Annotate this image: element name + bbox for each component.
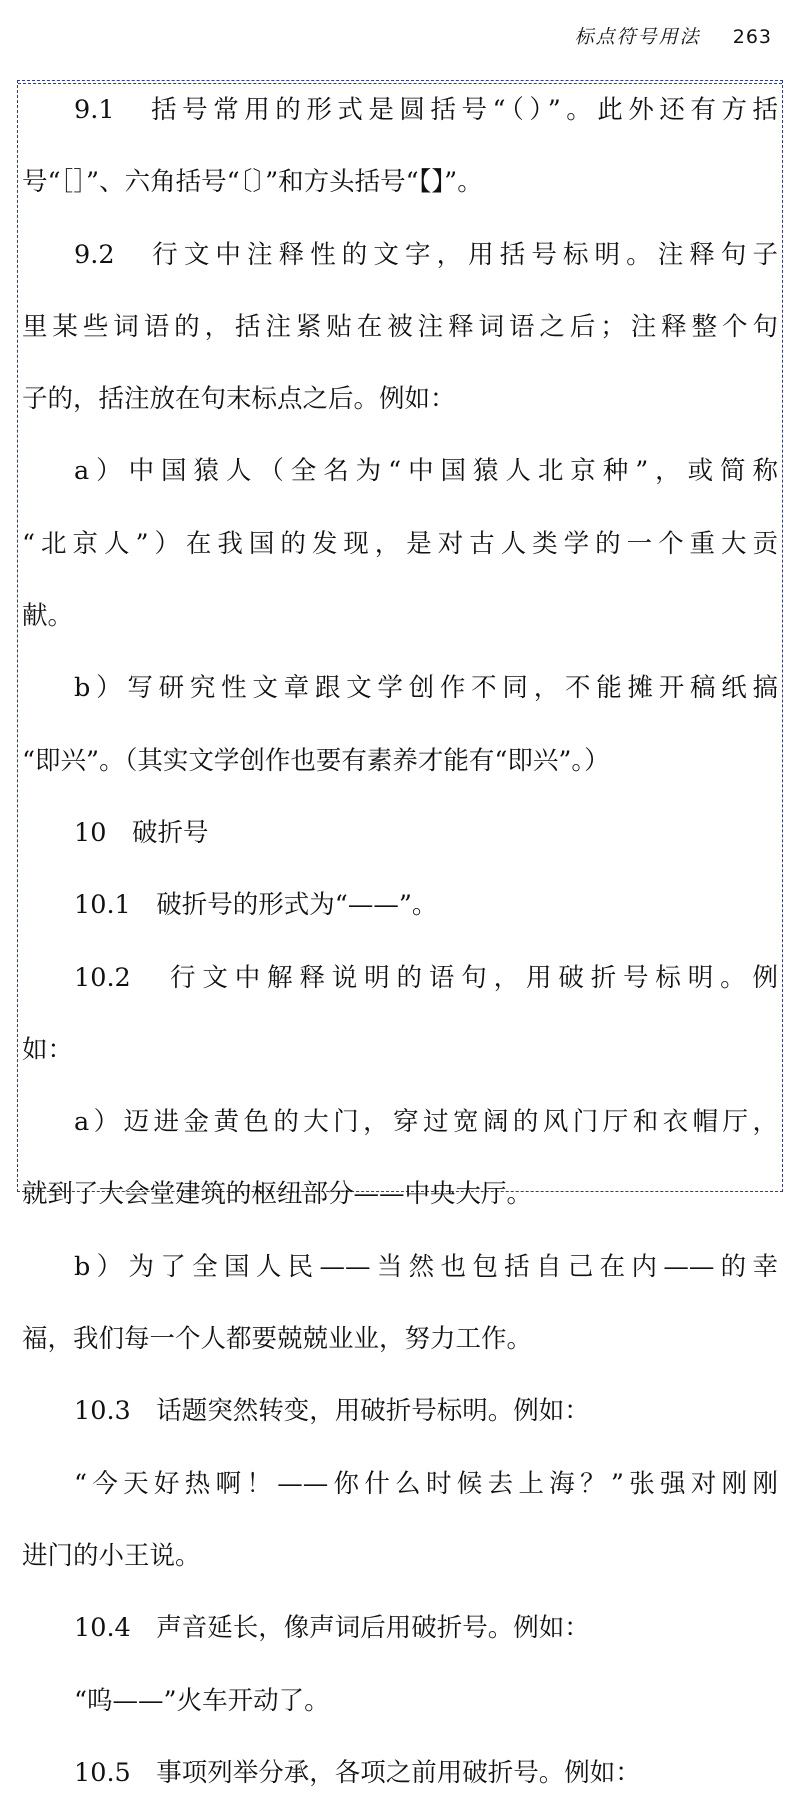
text-line: 如： (22, 1034, 74, 1065)
text-line: 10.2 行文中解释说明的语句，用破折号标明。例 (74, 962, 778, 993)
text-line: a）中国猿人（全名为“中国猿人北京种”，或简称 (74, 456, 778, 487)
text-line: 子的，括注放在句末标点之后。例如： (22, 384, 456, 415)
text-frame (17, 80, 783, 1788)
text-line: 福，我们每一个人都要兢兢业业，努力工作。 (22, 1324, 533, 1355)
text-line: 10.5 事项列举分承，各项之前用破折号。例如： (74, 1757, 641, 1788)
body-text (22, 83, 778, 1818)
text-line: “今天好热啊！——你什么时候去上海？”张强对刚刚 (74, 1468, 778, 1499)
text-line: 就到了大会堂建筑的枢纽部分——中央大厅。 (22, 1179, 533, 1210)
text-line: 里某些词语的，括注紧贴在被注释词语之后；注释整个句 (22, 311, 778, 342)
text-line: 号“［］”、六角括号“〔〕”和方头括号“【】”。 (22, 167, 483, 198)
text-line: 9.2 行文中注释性的文字，用括号标明。注释句子 (74, 239, 778, 270)
text-line: 9.1 括号常用的形式是圆括号“（）”。此外还有方括 (74, 95, 778, 125)
text-line: “即兴”。（其实文学创作也要有素养才能有“即兴”。） (22, 745, 610, 776)
running-head-title: 标点符号用法 (574, 26, 701, 48)
text-line: b）为了全国人民——当然也包括自己在内——的幸 (74, 1251, 778, 1282)
page-number: 263 (732, 26, 772, 48)
text-line: 献。 (22, 601, 74, 632)
text-line: “北京人”）在我国的发现，是对古人类学的一个重大贡 (22, 528, 778, 559)
text-line: 10 破折号 (74, 817, 209, 848)
running-head (575, 22, 772, 49)
text-line: 进门的小王说。 (22, 1540, 201, 1571)
text-line: 10.4 声音延长，像声词后用破折号。例如： (74, 1613, 590, 1644)
text-line: b）写研究性文章跟文学创作不同，不能摊开稿纸搞 (74, 673, 778, 704)
text-line: a）迈进金黄色的大门，穿过宽阔的风门厅和衣帽厅， (74, 1107, 778, 1138)
text-line: “呜——”火车开动了。 (74, 1685, 330, 1716)
text-line: 10.3 话题突然转变，用破折号标明。例如： (74, 1396, 590, 1427)
text-line: 10.1 破折号的形式为“——”。 (74, 890, 438, 921)
